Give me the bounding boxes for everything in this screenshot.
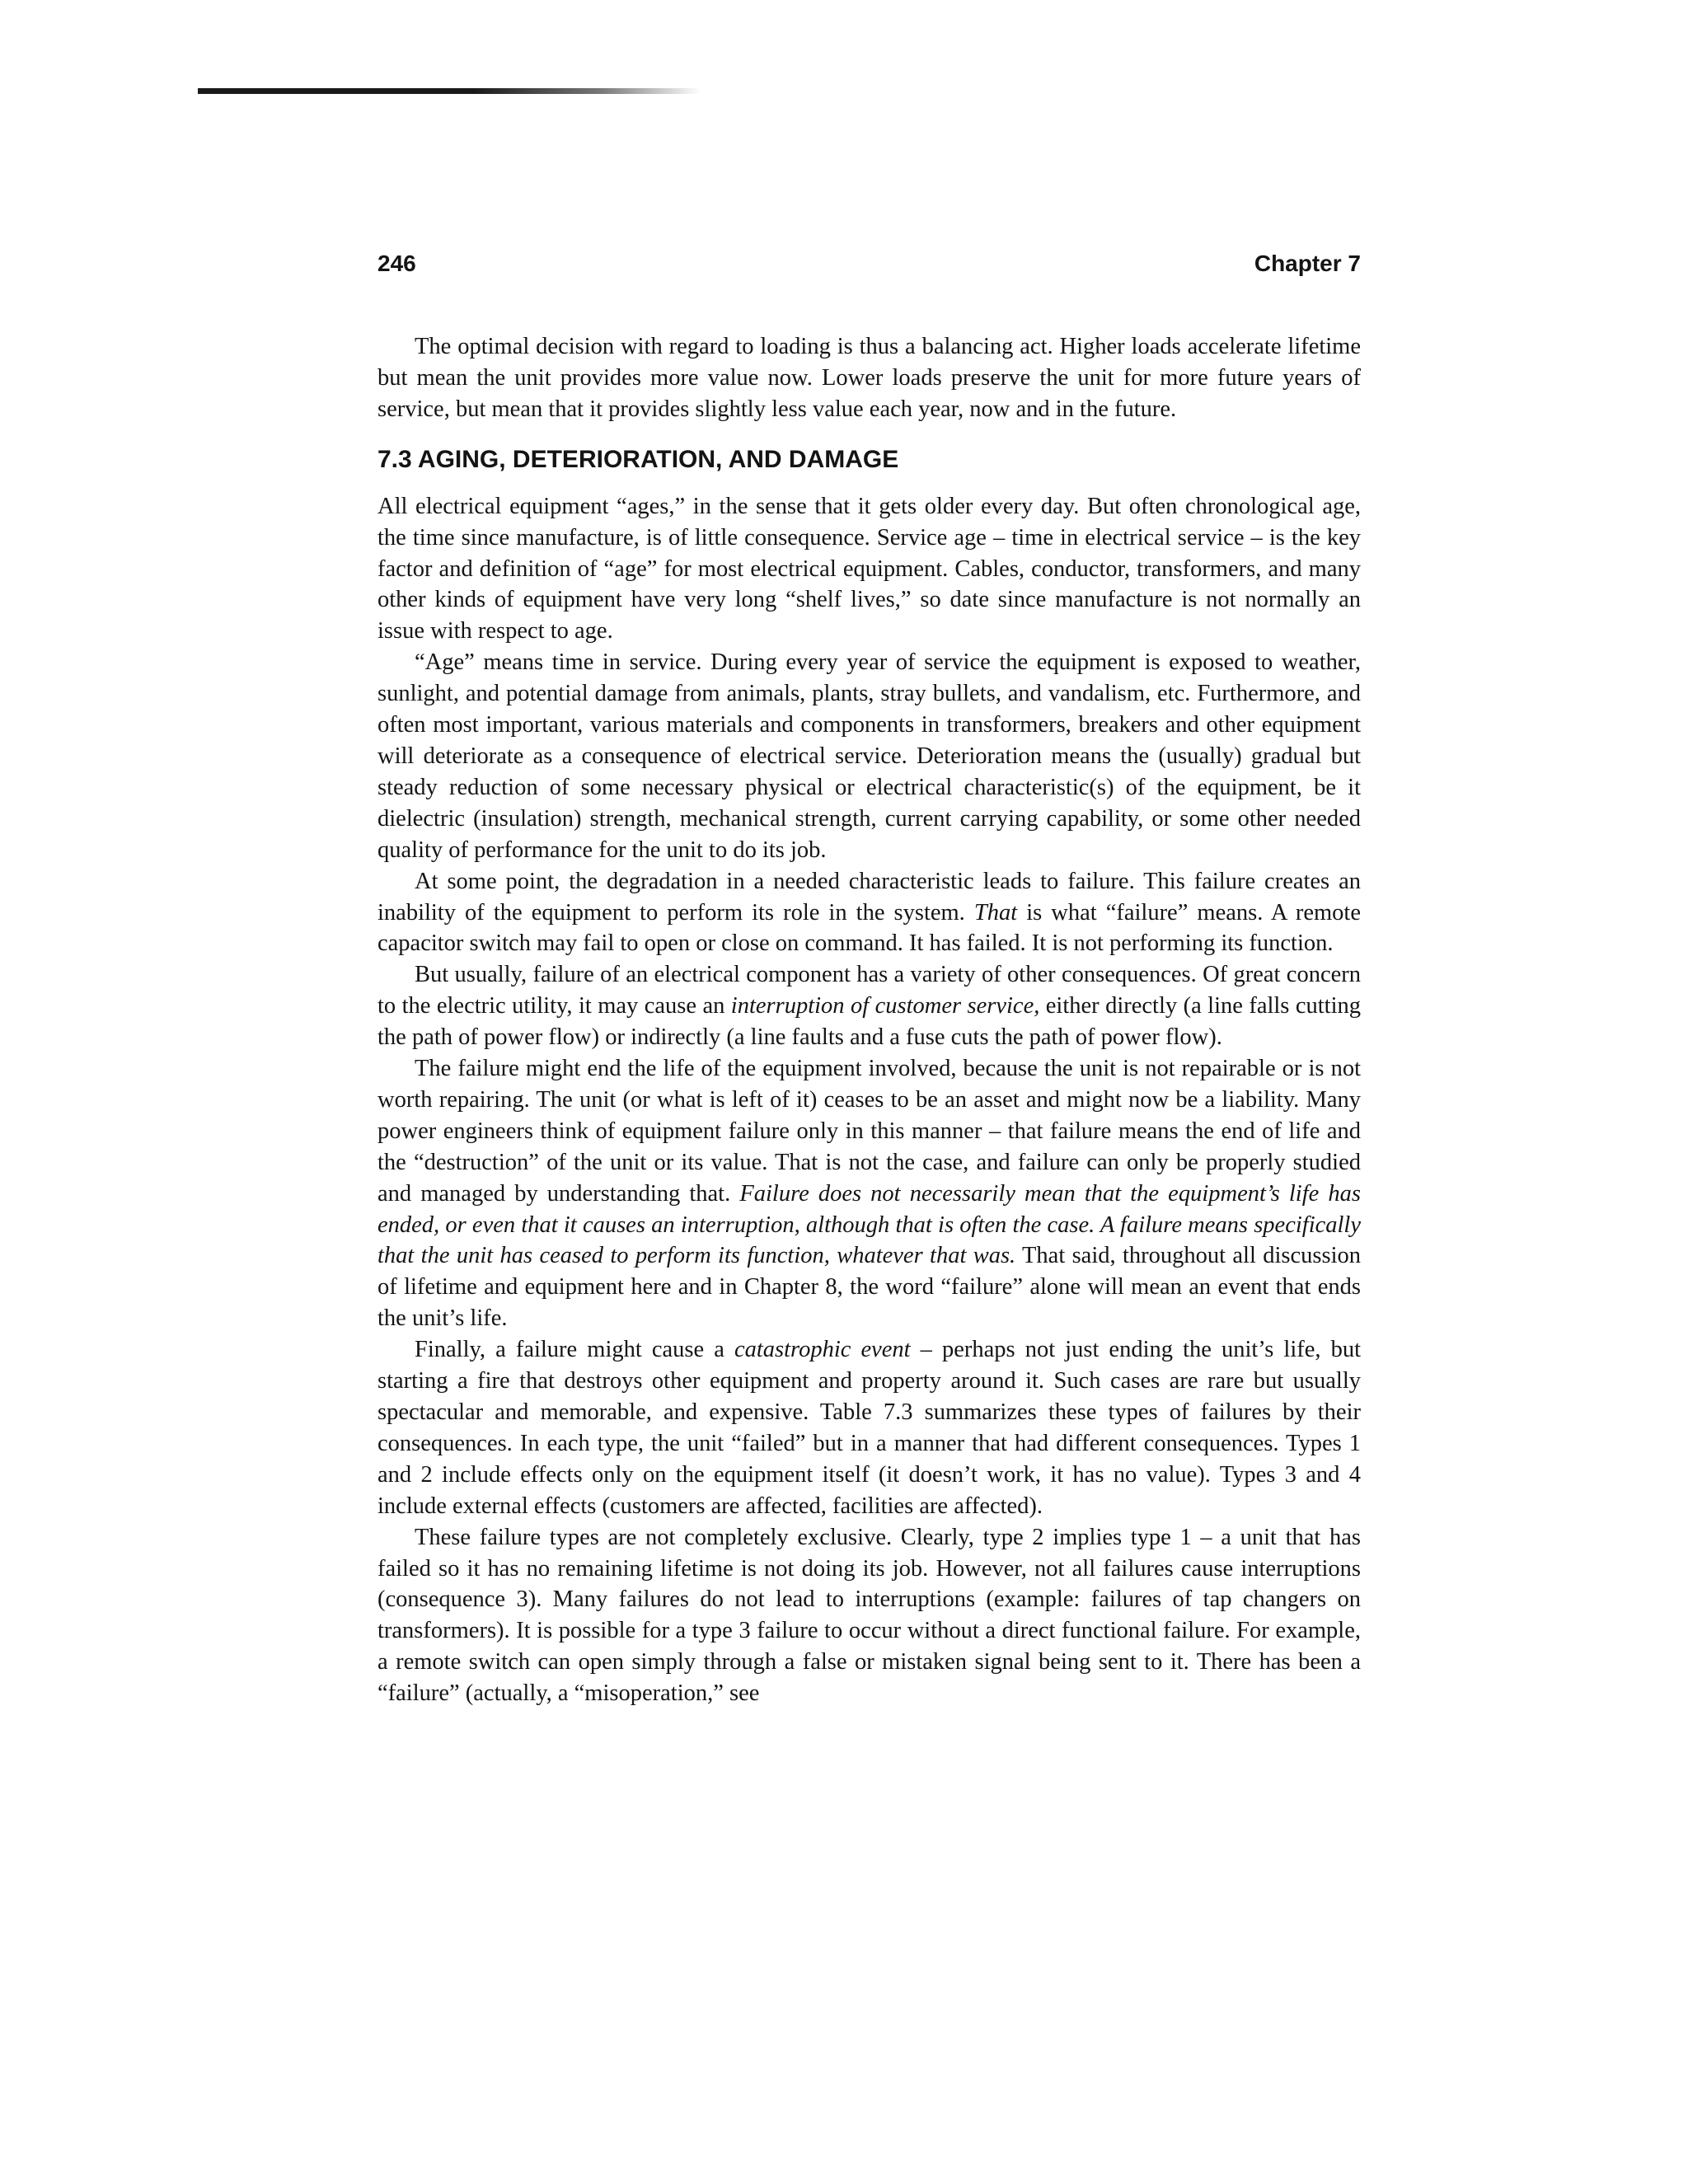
section-heading: 7.3 AGING, DETERIORATION, AND DAMAGE (377, 445, 899, 473)
text-run: That said, throughout all discussion of lifetime and equipment here and in Chapter 8, the word “failure” alone will mean an event that ends the unit’s life. (377, 1243, 1361, 1332)
paragraph-ages: All electrical equipment “ages,” in the sense that it gets older every day. But often chronological age, the time since manufacture, is of little consequence. Service age – time in electrical service – is the key factor and definition of “age” for most electrical equipment. Cables, conductor, transformers, and many other kinds of equipment have very long “shelf lives,” so date since manufacture is not normally an issue with respect to age. (377, 493, 1361, 644)
paragraph-catastrophic (377, 1334, 1361, 1521)
top-rule (198, 88, 701, 94)
page-number: 246 (377, 251, 416, 276)
page-body (377, 331, 1361, 1709)
paragraph-consequences (377, 959, 1361, 1053)
paragraph-end-of-life (377, 1053, 1361, 1334)
emphasis-text: That (973, 899, 1018, 926)
text-run: is what “failure” means. A remote capacitor switch may fail to open or close on command. It has failed. It is not performing its function. (377, 899, 1361, 957)
text-run: – perhaps not just ending the unit’s life, but starting a fire that destroys other equipment and property around it. Such cases are rare but usually spectacular and memorable, and expensive. Table 7.3 summarizes these types of failures by their consequences. In each type, the unit “failed” but in a manner that had different consequences. Types 1 and 2 include effects only on the equipment itself (it doesn’t work, it has no value). Types 3 and 4 include external effects (customers are affected, facilities are affected). (377, 1337, 1361, 1519)
text-run: Finally, a failure might cause a (415, 1337, 734, 1363)
text-run: But usually, failure of an electrical component has a variety of other consequences. Of great concern to the electric utility, it may cause an (377, 962, 1361, 1019)
emphasis-text: catastrophic event (734, 1337, 911, 1363)
emphasis-text: Failure does not necessarily mean that the equipment’s life has ended, or even that it causes an interruption, although that is often the case. A failure means specifically that the unit has ceased to perform its function, whatever that was. (377, 1180, 1361, 1269)
paragraph-intro: The optimal decision with regard to loading is thus a balancing act. Higher loads accelerate lifetime but mean the unit provides more value now. Lower loads preserve the unit for more future years of service, but mean that it provides slightly less value each year, now and in the future. (377, 334, 1361, 422)
text-run: At some point, the degradation in a needed characteristic leads to failure. This failure creates an inability of the equipment to perform its role in the system. (377, 868, 1361, 926)
chapter-label: Chapter 7 (1254, 251, 1361, 276)
paragraph-time-in-service: “Age” means time in service. During every year of service the equipment is exposed to weather, sunlight, and potential damage from animals, plants, stray bullets, and vandalism, etc. Furthermore, and often most important, various materials and components in transformers, breakers and other equipment will deteriorate as a consequence of electrical service. Deterioration means the (usually) gradual but steady reduction of some necessary physical or electrical characteristic(s) of the equipment, be it dielectric (insulation) strength, mechanical strength, current carrying capability, or some other needed quality of performance for the unit to do its job. (377, 649, 1361, 863)
paragraph-failure-meaning (377, 866, 1361, 960)
running-head (377, 247, 1361, 280)
text-run: either directly (a line falls cutting the path of power flow) or indirectly (a line faults and a fuse cuts the path of power flow). (377, 993, 1361, 1051)
paragraph-failure-types: These failure types are not completely exclusive. Clearly, type 2 implies type 1 – a unit that has failed so it has no remaining lifetime is not doing its job. However, not all failures cause interruptions (consequence 3). Many failures do not lead to interruptions (example: failures of tap changers on transformers). It is possible for a type 3 failure to occur without a direct functional failure. For example, a remote switch can open simply through a false or mistaken signal being sent to it. There has been a “failure” (actually, a “misoperation,” see (377, 1524, 1361, 1707)
text-run: The failure might end the life of the equipment involved, because the unit is not repairable or is not worth repairing. The unit (or what is left of it) ceases to be an asset and might now be a liability. Many power engineers think of equipment failure only in this manner – that failure means the end of life and the “destruction” of the unit or its value. That is not the case, and failure can only be properly studied and managed by understanding that. (377, 1056, 1361, 1207)
emphasis-text: interruption of customer service, (730, 993, 1040, 1019)
